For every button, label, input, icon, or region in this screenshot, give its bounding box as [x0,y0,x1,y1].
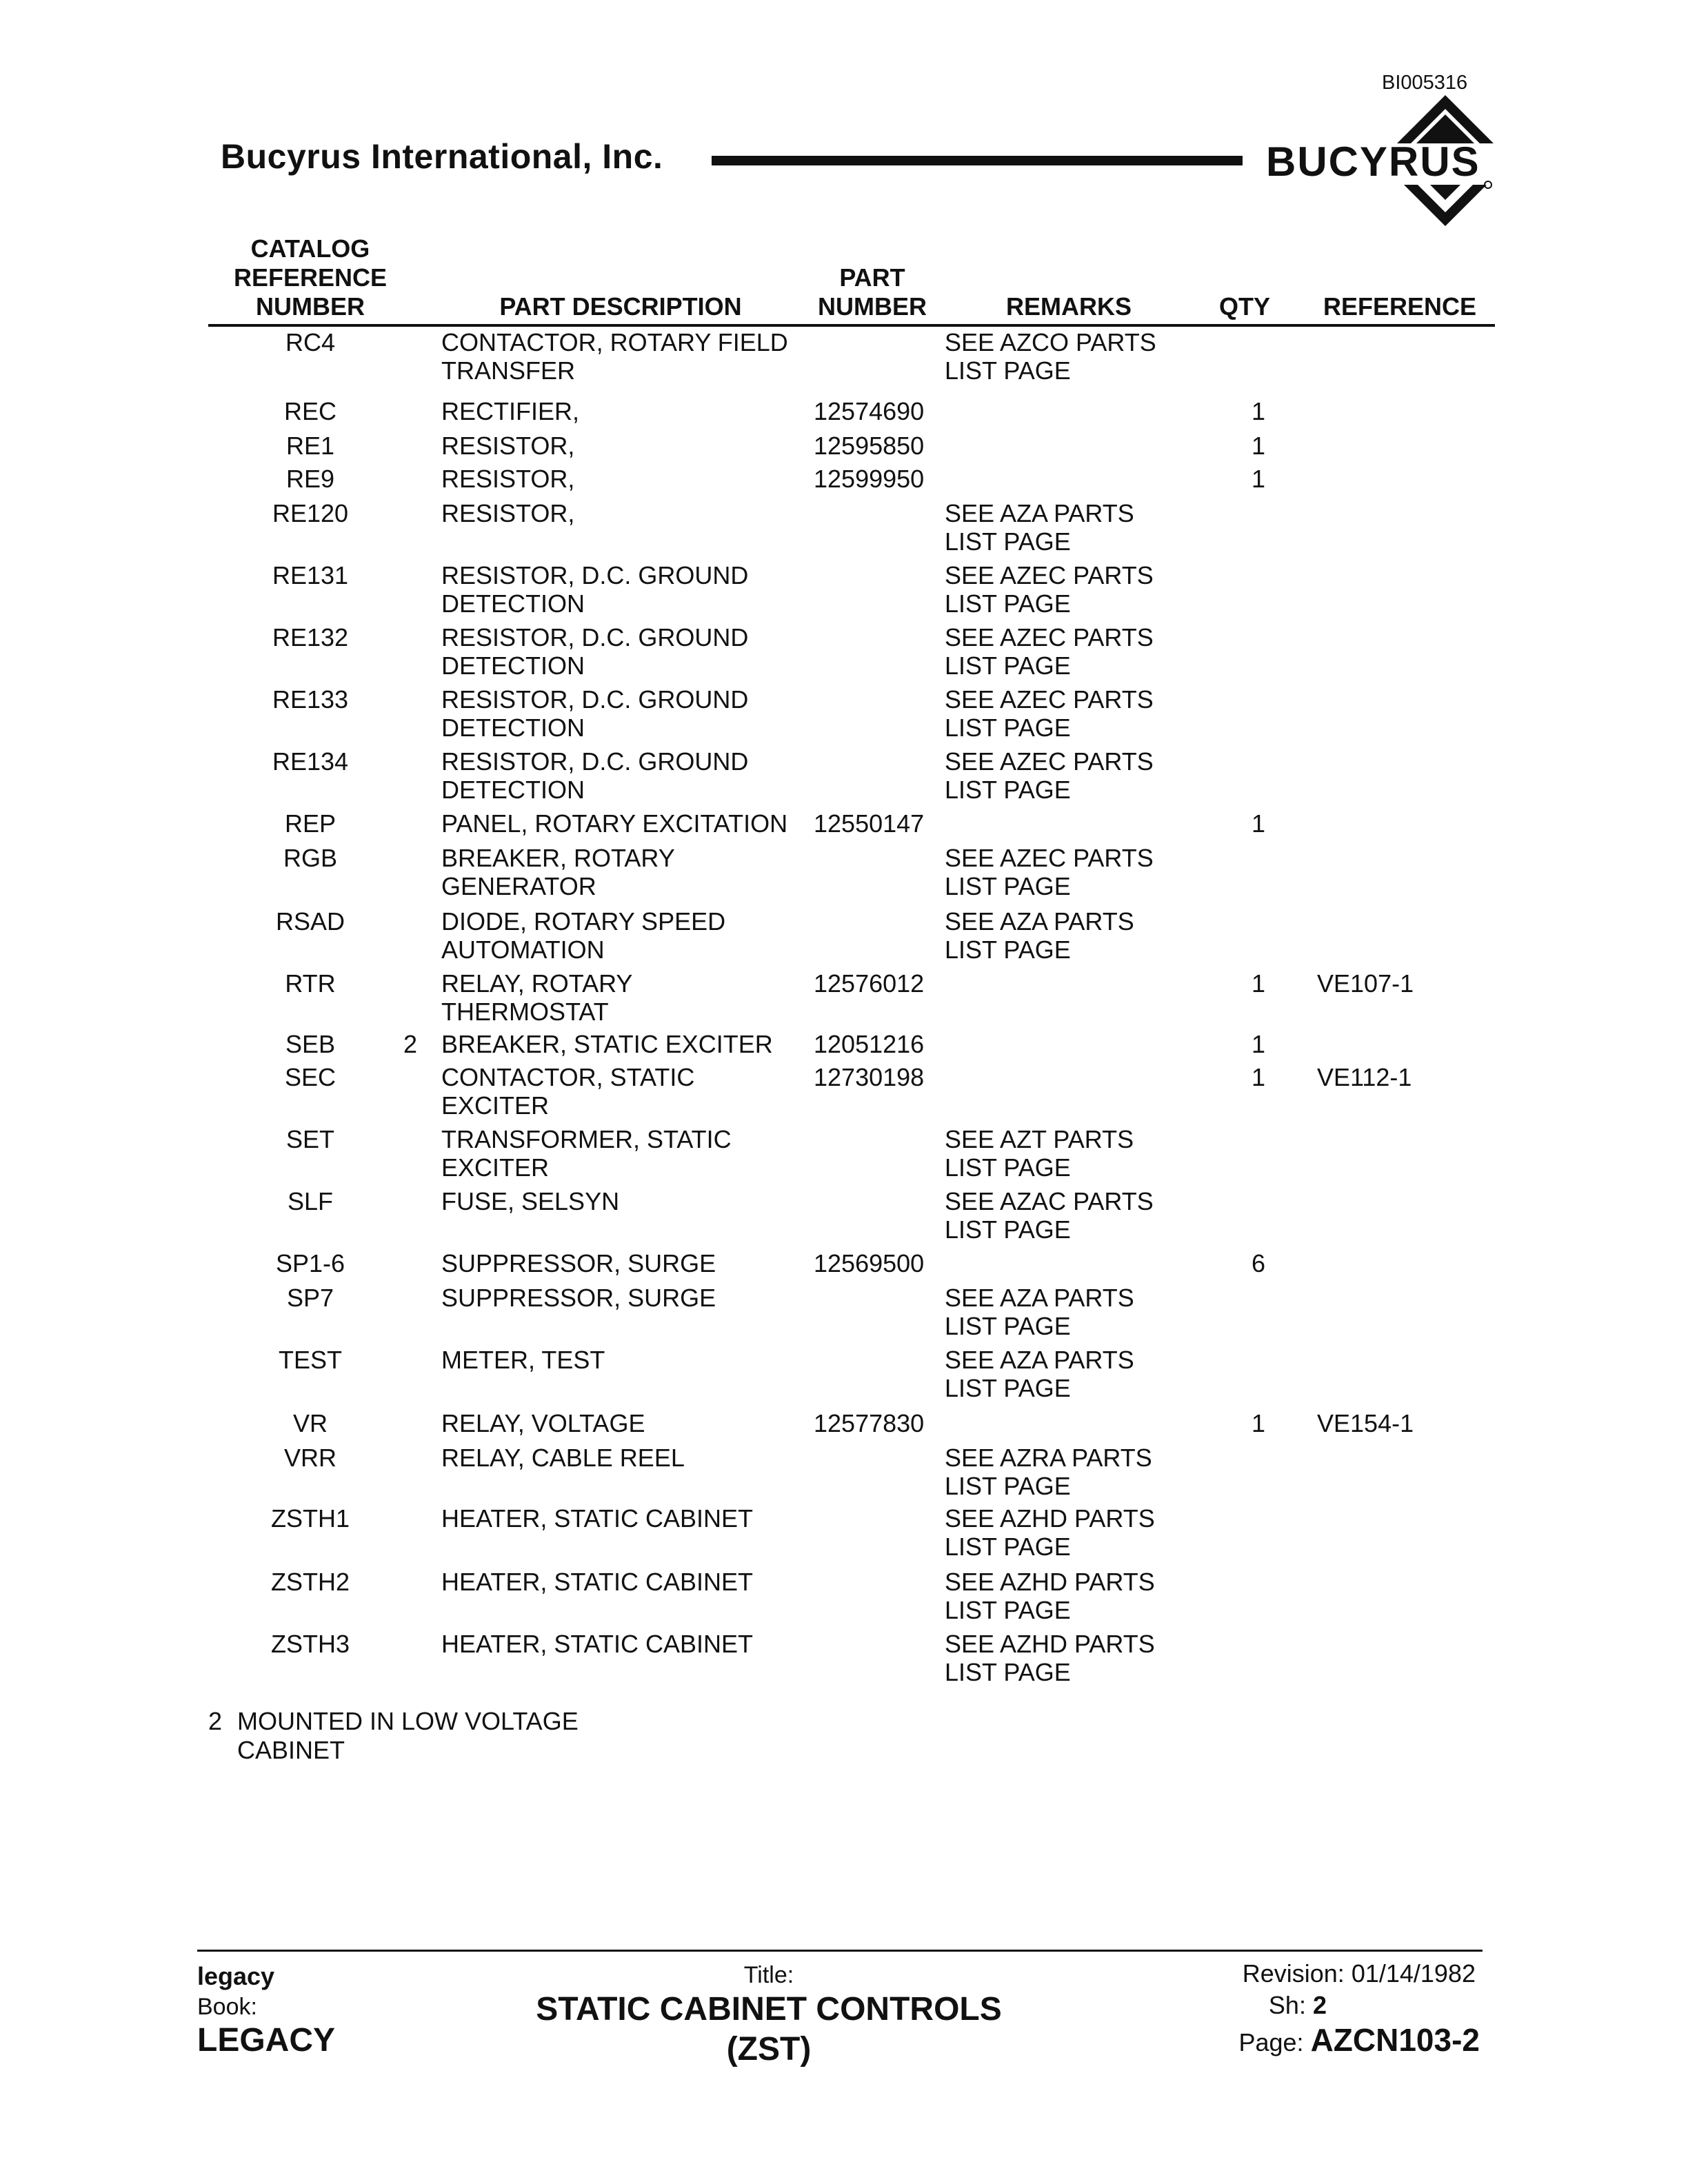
cell-cat: SEB [285,1030,336,1058]
cell-part: 12051216 [814,1030,925,1058]
cell-cat: SLF [287,1187,334,1215]
cell-desc: RELAY, ROTARY THERMOSTAT [441,969,633,1026]
column-header-part-number: PART NUMBER [818,263,927,321]
cell-qty: 1 [1251,1063,1266,1091]
cell-rem: SEE AZHD PARTS LIST PAGE [945,1568,1155,1624]
cell-cat: ZSTH3 [270,1630,350,1658]
cell-cat: RGB [283,844,337,872]
cell-rem: SEE AZAC PARTS LIST PAGE [945,1187,1154,1244]
cell-desc: PANEL, ROTARY EXCITATION [441,809,788,838]
footer-sheet [1172,1991,1327,2020]
cell-desc: HEATER, STATIC CABINET [441,1504,754,1533]
cell-cat: SP1-6 [275,1249,345,1277]
cell-cat: VRR [283,1444,336,1472]
cell-desc: DIODE, ROTARY SPEED AUTOMATION [441,907,726,964]
footer-sheet-value: 2 [1312,1991,1327,2019]
column-header-part-description: PART DESCRIPTION [499,292,742,321]
cell-cat: RC4 [285,328,336,356]
footer-page-label: Page: [1238,2028,1304,2056]
cell-rem: SEE AZCO PARTS LIST PAGE [945,328,1156,385]
cell-desc: RESISTOR, [441,432,575,460]
cell-desc: BREAKER, STATIC EXCITER [441,1030,773,1058]
cell-cat: REC [283,397,336,425]
cell-desc: RESISTOR, [441,499,575,527]
cell-rem: SEE AZEC PARTS LIST PAGE [945,844,1154,900]
cell-qty: 1 [1251,969,1266,998]
footer-sheet-label: Sh: [1268,1991,1306,2019]
footer-revision-value: 01/14/1982 [1351,1959,1476,1988]
cell-cat: RE120 [272,499,349,527]
cell-rem: SEE AZHD PARTS LIST PAGE [945,1630,1155,1686]
cell-rem: SEE AZT PARTS LIST PAGE [945,1125,1134,1182]
cell-cat: TEST [278,1346,342,1374]
footer-book-name: LEGACY [197,2022,336,2059]
cell-desc: RESISTOR, D.C. GROUND DETECTION [441,747,749,804]
cell-cat: VR [292,1409,328,1437]
cell-desc: BREAKER, ROTARY GENERATOR [441,844,675,900]
cell-rem: SEE AZA PARTS LIST PAGE [945,1346,1134,1402]
cell-cat: SP7 [286,1284,334,1312]
header-rule [208,324,1495,327]
cell-note: 2 [403,1030,418,1058]
cell-desc: RESISTOR, D.C. GROUND DETECTION [441,561,749,618]
cell-desc: TRANSFORMER, STATIC EXCITER [441,1125,732,1182]
cell-part: 12574690 [814,397,925,425]
cell-ref: VE107-1 [1317,969,1414,998]
cell-cat: RE9 [285,465,335,493]
cell-desc: FUSE, SELSYN [441,1187,620,1215]
cell-ref: VE112-1 [1317,1063,1412,1091]
cell-desc: RELAY, VOLTAGE [441,1409,645,1437]
column-header-reference: REFERENCE [1323,292,1477,321]
cell-cat: ZSTH2 [270,1568,350,1596]
cell-cat: RSAD [275,907,345,936]
document-id: BI005316 [1382,72,1468,94]
cell-rem: SEE AZRA PARTS LIST PAGE [945,1444,1152,1500]
cell-cat: ZSTH1 [270,1504,350,1533]
cell-part: 12550147 [814,809,925,838]
footer-legacy: legacy [197,1962,275,1990]
cell-rem: SEE AZA PARTS LIST PAGE [945,907,1134,964]
header-bar [712,156,1243,165]
cell-cat: RTR [285,969,336,998]
cell-desc: METER, TEST [441,1346,605,1374]
cell-rem: SEE AZHD PARTS LIST PAGE [945,1504,1155,1561]
company-name: Bucyrus International, Inc. [221,137,663,176]
cell-qty: 1 [1251,397,1266,425]
cell-part: 12595850 [814,432,925,460]
cell-qty: 6 [1251,1249,1266,1277]
cell-part: 12730198 [814,1063,925,1091]
cell-cat: RE131 [272,561,349,589]
cell-desc: RELAY, CABLE REEL [441,1444,685,1472]
cell-part: 12577830 [814,1409,925,1437]
footer-title-label: Title: [743,1962,794,1988]
cell-ref: VE154-1 [1317,1409,1414,1437]
cell-cat: RE134 [272,747,349,776]
logo-text: BUCYRUS [1266,139,1480,185]
cell-part: 12599950 [814,465,925,493]
cell-desc: SUPPRESSOR, SURGE [441,1249,716,1277]
column-header-qty: QTY [1218,292,1270,321]
cell-cat: RE132 [272,623,349,651]
footnote-number: 2 [208,1707,223,1735]
cell-qty: 1 [1251,432,1266,460]
cell-rem: SEE AZEC PARTS LIST PAGE [945,747,1154,804]
footer-page-value: AZCN103-2 [1310,2022,1480,2058]
cell-rem: SEE AZEC PARTS LIST PAGE [945,685,1154,742]
column-header-remarks: REMARKS [1005,292,1132,321]
cell-cat: REP [284,809,336,838]
footer-rule [197,1950,1483,1952]
footer-revision-label: Revision: [1242,1959,1345,1988]
cell-rem: SEE AZA PARTS LIST PAGE [945,499,1134,556]
footnote-text: MOUNTED IN LOW VOLTAGE CABINET [237,1707,579,1764]
cell-desc: CONTACTOR, STATIC EXCITER [441,1063,695,1120]
cell-desc: CONTACTOR, ROTARY FIELD TRANSFER [441,328,788,385]
cell-cat: SET [285,1125,334,1153]
footer-book-label: Book: [197,1994,257,2020]
cell-part: 12569500 [814,1249,925,1277]
cell-qty: 1 [1251,1409,1266,1437]
cell-rem: SEE AZA PARTS LIST PAGE [945,1284,1134,1340]
cell-desc: RESISTOR, D.C. GROUND DETECTION [441,685,749,742]
cell-cat: SEC [284,1063,336,1091]
cell-cat: RE133 [272,685,349,714]
cell-part: 12576012 [814,969,925,998]
cell-qty: 1 [1251,465,1266,493]
cell-desc: RESISTOR, D.C. GROUND DETECTION [441,623,749,680]
cell-rem: SEE AZEC PARTS LIST PAGE [945,561,1154,618]
footer-title: STATIC CABINET CONTROLS (ZST) [536,1991,1002,2067]
footer-page [1172,2021,1480,2059]
cell-desc: RECTIFIER, [441,397,580,425]
column-header-catalog-reference: CATALOG REFERENCE NUMBER [233,234,388,321]
cell-qty: 1 [1251,809,1266,838]
cell-cat: RE1 [285,432,335,460]
cell-desc: HEATER, STATIC CABINET [441,1568,754,1596]
cell-desc: HEATER, STATIC CABINET [441,1630,754,1658]
cell-desc: RESISTOR, [441,465,575,493]
cell-qty: 1 [1251,1030,1266,1058]
cell-rem: SEE AZEC PARTS LIST PAGE [945,623,1154,680]
footer-revision [1172,1959,1476,1988]
cell-desc: SUPPRESSOR, SURGE [441,1284,716,1312]
